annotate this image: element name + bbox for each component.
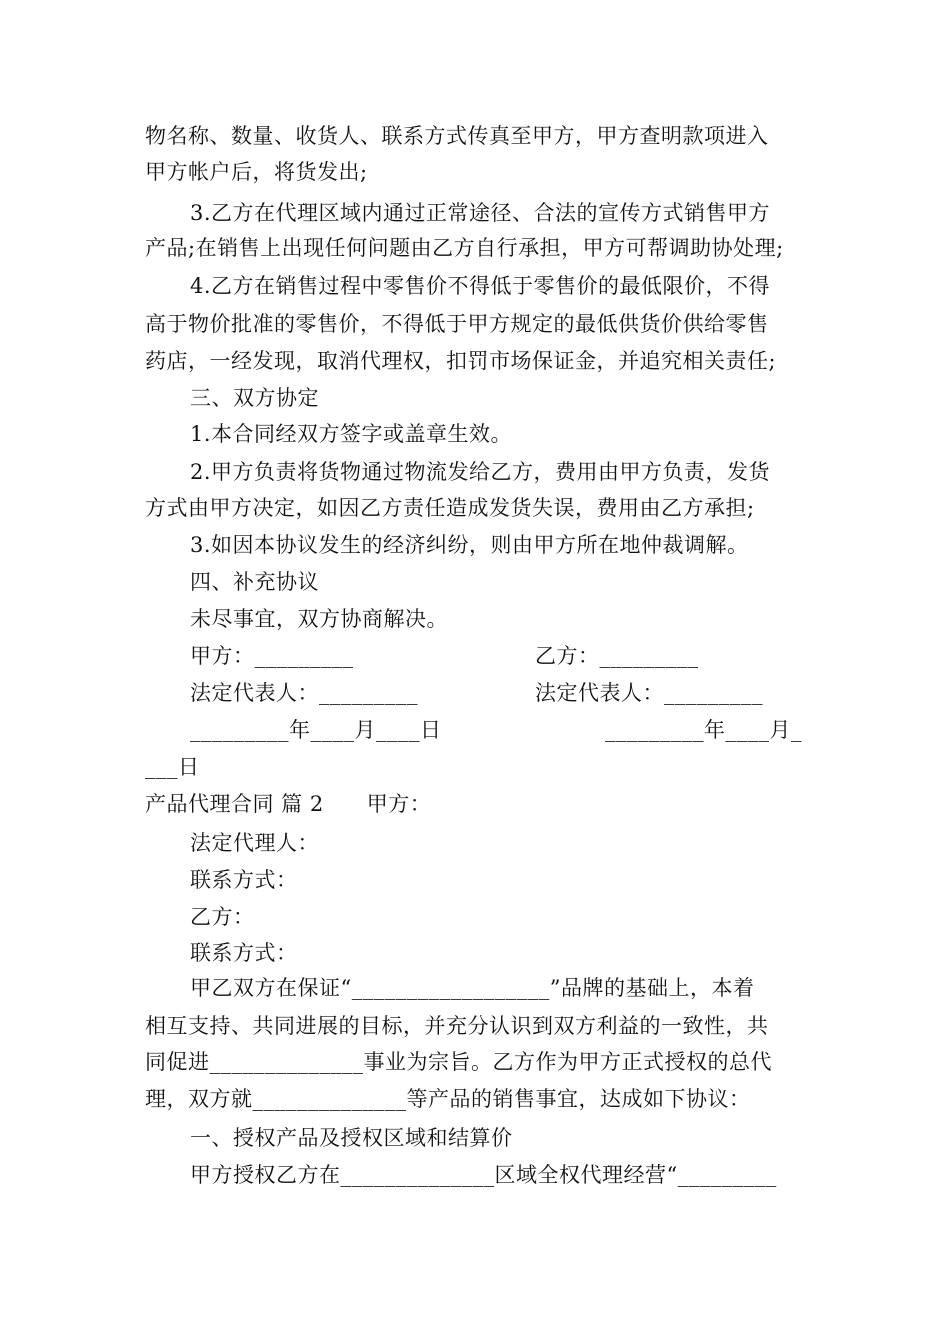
section-heading: 一、授权产品及授权区域和结算价 [190,1126,513,1150]
text-line: 联系方式： [190,941,298,965]
text-line: 2.甲方负责将货物通过物流发给乙方，费用由甲方负责，发货 [190,460,771,484]
text-line: 产品;在销售上出现任何问题由乙方自行承担，甲方可帮调助协处理; [145,236,784,260]
text-line: 方式由甲方决定，如因乙方责任造成发货失误，费用由乙方承担; [145,496,755,520]
text-line: 同促进______________事业为宗旨。乙方作为甲方正式授权的总代 [145,1050,772,1074]
text-line: 1.本合同经双方签字或盖章生效。 [190,422,513,446]
section-heading: 四、补充协议 [190,570,319,594]
party-b-representative: 法定代表人：_________ [535,681,763,705]
text-line: 甲方帐户后，将货发出; [145,160,368,184]
text-line: 理，双方就______________等产品的销售事宜，达成如下协议： [145,1087,751,1111]
party-a-date: _________年____月____日 [190,718,442,742]
section-heading: 三、双方协定 [190,386,319,410]
text-line: 4.乙方在销售过程中零售价不得低于零售价的最低限价，不得 [190,274,771,298]
party-b-date-cont: ___日 [145,755,200,779]
party-a-representative: 法定代表人：_________ [190,681,418,705]
text-line: 甲方授权乙方在______________区域全权代理经营“_________ [190,1163,777,1187]
text-line: 法定代理人： [190,831,319,855]
text-line: 乙方： [190,905,255,929]
text-line: 联系方式： [190,868,298,892]
text-line: 未尽事宜，双方协商解决。 [190,607,448,631]
text-line: 高于物价批准的零售价，不得低于甲方规定的最低供货价供给零售 [145,312,769,336]
text-line: 相互支持、共同进展的目标，并充分认识到双方利益的一致性，共 [145,1014,769,1038]
party-a-signature: 甲方：_________ [190,644,354,668]
contract-title: 产品代理合同 篇 2 甲方： [145,792,432,816]
text-line: 甲乙双方在保证“__________________”品牌的基础上，本着 [190,976,755,1000]
text-line: 药店，一经发现，取消代理权，扣罚市场保证金，并追究相关责任; [145,349,777,373]
text-line: 3.乙方在代理区域内通过正常途径、合法的宣传方式销售甲方 [190,201,771,225]
text-line: 3.如因本协议发生的经济纠纷，则由甲方所在地仲裁调解。 [190,533,749,557]
party-b-date: _________年____月_ [605,718,802,742]
text-line: 物名称、数量、收货人、联系方式传真至甲方，甲方查明款项进入 [145,124,769,148]
party-b-signature: 乙方：_________ [535,644,699,668]
